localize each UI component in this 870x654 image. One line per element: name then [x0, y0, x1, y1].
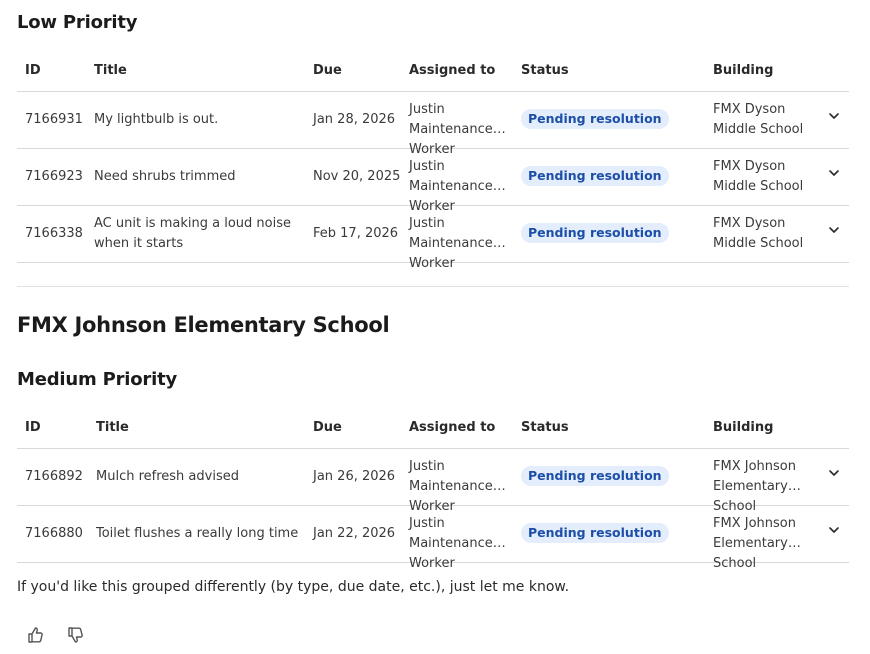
cell-title — [86, 91, 305, 148]
cell-status — [513, 448, 705, 505]
expand-cell[interactable] — [819, 505, 849, 562]
cell-assigned-text: Justin Maintenance Worker — [409, 215, 493, 271]
cell-assigned — [401, 205, 513, 271]
low-priority-table-wrap — [17, 51, 849, 271]
cell-building-text: FMX Dyson Middle School — [713, 215, 804, 251]
cell-assigned-text: Justin Maintenance Worker — [409, 101, 493, 157]
chevron-down-icon[interactable] — [827, 466, 841, 480]
table-row[interactable] — [17, 148, 849, 205]
cell-id: 7166880 — [17, 505, 88, 562]
column-header-assigned: Assigned to — [401, 51, 513, 91]
cell-building-text: FMX Johnson Elementary School — [713, 515, 796, 571]
column-header-status: Status — [513, 51, 705, 91]
table-row[interactable] — [17, 505, 849, 562]
cell-assigned — [401, 448, 513, 514]
status-badge: Pending resolution — [521, 109, 669, 129]
cell-id: 7166923 — [17, 148, 86, 205]
column-header-building: Building — [705, 51, 819, 91]
cell-building-text: FMX Dyson Middle School — [713, 101, 804, 137]
cell-assigned — [401, 505, 513, 571]
cell-title — [86, 148, 305, 205]
priority-heading-low: Low Priority — [17, 12, 138, 33]
cell-status — [513, 505, 705, 562]
column-header-status: Status — [513, 408, 705, 448]
column-header-due: Due — [305, 51, 401, 91]
cell-due — [305, 91, 401, 148]
cell-due — [305, 148, 401, 205]
column-header-expand — [819, 408, 849, 448]
cell-id: 7166338 — [17, 205, 86, 262]
cell-building-text: FMX Johnson Elementary School — [713, 458, 796, 514]
cell-building — [705, 448, 819, 514]
work-orders-table-low — [17, 51, 849, 271]
cell-assigned-text: Justin Maintenance Worker — [409, 158, 493, 214]
cell-due-text: Jan 28, 2026 — [313, 111, 396, 127]
table-row[interactable] — [17, 91, 849, 148]
column-header-title: Title — [88, 408, 305, 448]
status-badge: Pending resolution — [521, 466, 669, 486]
column-header-expand — [819, 51, 849, 91]
status-badge: Pending resolution — [521, 166, 669, 186]
cell-id: 7166931 — [17, 91, 86, 148]
cell-due-text: Jan 22, 2026 — [313, 525, 396, 541]
expand-cell[interactable] — [819, 448, 849, 505]
cell-building — [705, 505, 819, 571]
cell-due-text: Feb 17, 2026 — [313, 225, 399, 241]
cell-id: 7166892 — [17, 448, 88, 505]
column-header-due: Due — [305, 408, 401, 448]
cell-title-text: Mulch refresh advised — [96, 468, 239, 484]
expand-cell[interactable] — [819, 91, 849, 148]
cell-title-text: Need shrubs trimmed — [94, 168, 236, 184]
medium-priority-table-wrap — [17, 408, 849, 571]
assistant-message: If you'd like this grouped differently (by type, due date, etc.), just let me know. — [17, 579, 570, 595]
status-badge: Pending resolution — [521, 223, 669, 243]
chevron-down-icon[interactable] — [827, 223, 841, 237]
column-header-id: ID — [17, 51, 86, 91]
table-row[interactable] — [17, 205, 849, 262]
cell-title — [88, 448, 305, 505]
table-header-row — [17, 51, 849, 91]
cell-building-text: FMX Dyson Middle School — [713, 158, 804, 194]
cell-building — [705, 205, 819, 262]
expand-cell[interactable] — [819, 148, 849, 205]
column-header-id: ID — [17, 408, 88, 448]
cell-title-text: My lightbulb is out. — [94, 111, 219, 127]
cell-due-text: Jan 26, 2026 — [313, 468, 396, 484]
chevron-down-icon[interactable] — [827, 166, 841, 180]
thumbs-up-icon[interactable] — [25, 625, 45, 645]
cell-due — [305, 448, 401, 505]
cell-assigned — [401, 148, 513, 214]
cell-building — [705, 91, 819, 148]
cell-assigned-text: Justin Maintenance Worker — [409, 515, 493, 571]
table-row[interactable] — [17, 448, 849, 505]
column-header-assigned: Assigned to — [401, 408, 513, 448]
cell-assigned — [401, 91, 513, 157]
chevron-down-icon[interactable] — [827, 523, 841, 537]
work-orders-table-medium — [17, 408, 849, 571]
cell-due — [305, 205, 401, 262]
expand-cell[interactable] — [819, 205, 849, 262]
status-badge: Pending resolution — [521, 523, 669, 543]
cell-due — [305, 505, 401, 562]
cell-title-text: Toilet flushes a really long time — [96, 525, 299, 541]
cell-status — [513, 148, 705, 205]
column-header-building: Building — [705, 408, 819, 448]
school-heading: FMX Johnson Elementary School — [17, 313, 390, 337]
cell-title — [86, 205, 305, 262]
section-divider — [17, 286, 849, 287]
cell-status — [513, 91, 705, 148]
cell-status — [513, 205, 705, 262]
thumbs-down-icon[interactable] — [65, 625, 85, 645]
cell-assigned-text: Justin Maintenance Worker — [409, 458, 493, 514]
chevron-down-icon[interactable] — [827, 109, 841, 123]
cell-title — [88, 505, 305, 562]
cell-due-text: Nov 20, 2025 — [313, 168, 401, 184]
cell-title-text: AC unit is making a loud noise when it starts — [94, 215, 291, 251]
cell-building — [705, 148, 819, 205]
priority-heading-medium: Medium Priority — [17, 369, 178, 390]
column-header-title: Title — [86, 51, 305, 91]
table-header-row — [17, 408, 849, 448]
